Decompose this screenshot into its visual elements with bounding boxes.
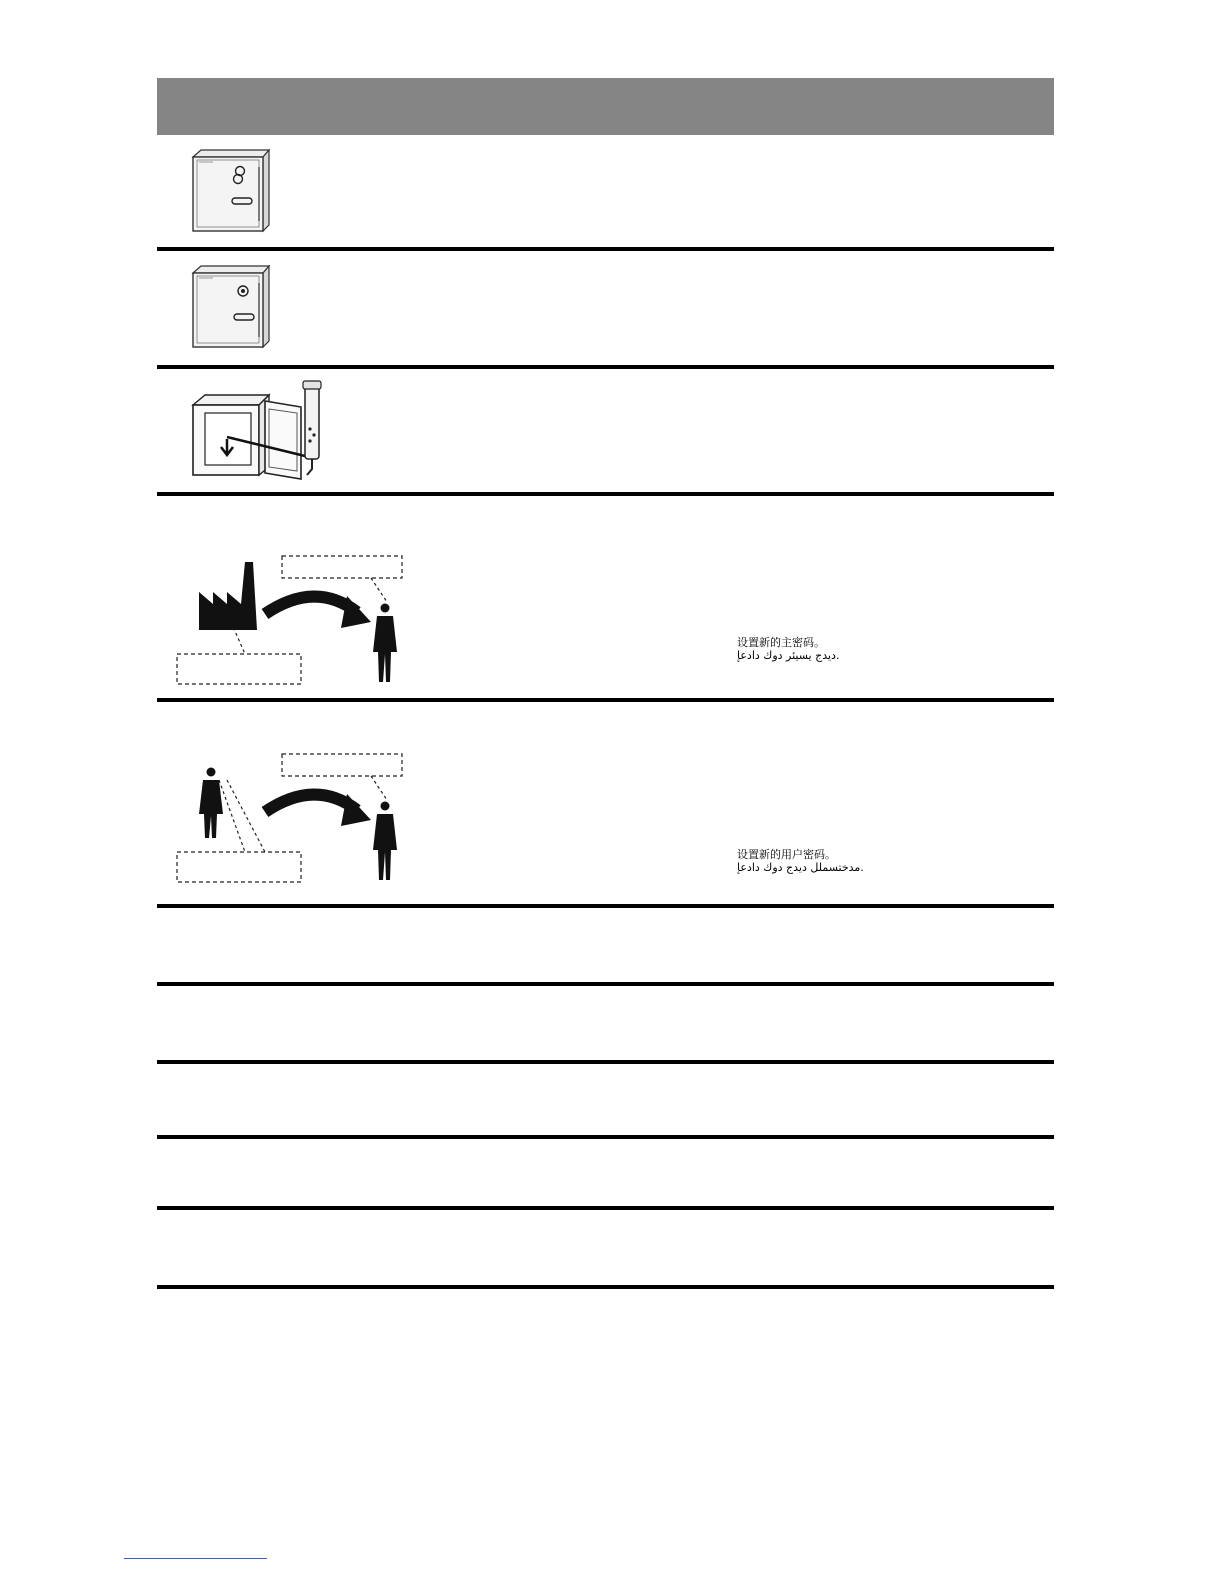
caption-ar: .مدختسملل ديدج دوك دادعإ	[737, 861, 864, 874]
table-header-bar	[157, 78, 1054, 135]
table-row	[157, 1064, 1054, 1139]
table-row	[157, 251, 1054, 369]
safe-anchor-bolt-icon	[189, 379, 335, 484]
document-table	[157, 78, 1054, 1289]
table-row	[157, 702, 1054, 908]
table-row	[157, 496, 1054, 702]
caption-zh: 设置新的用户密码。	[737, 848, 836, 861]
caption-zh: 设置新的主密码。	[737, 636, 825, 649]
footer-link-underline[interactable]	[124, 1558, 267, 1559]
table-row	[157, 986, 1054, 1064]
table-row	[157, 1210, 1054, 1289]
table-row	[157, 1139, 1054, 1210]
factory-to-owner-icon	[175, 552, 405, 688]
table-row	[157, 908, 1054, 986]
table-row	[157, 369, 1054, 496]
caption-new-master-code	[737, 636, 839, 662]
master-to-user-icon	[175, 750, 405, 886]
caption-ar: .ديدج يسيئر دوك دادعإ	[737, 649, 840, 662]
safe-with-key-lock-icon	[187, 149, 273, 233]
table-row	[157, 135, 1054, 251]
caption-new-user-code	[737, 848, 864, 874]
safe-with-dial-lock-icon	[187, 265, 273, 349]
